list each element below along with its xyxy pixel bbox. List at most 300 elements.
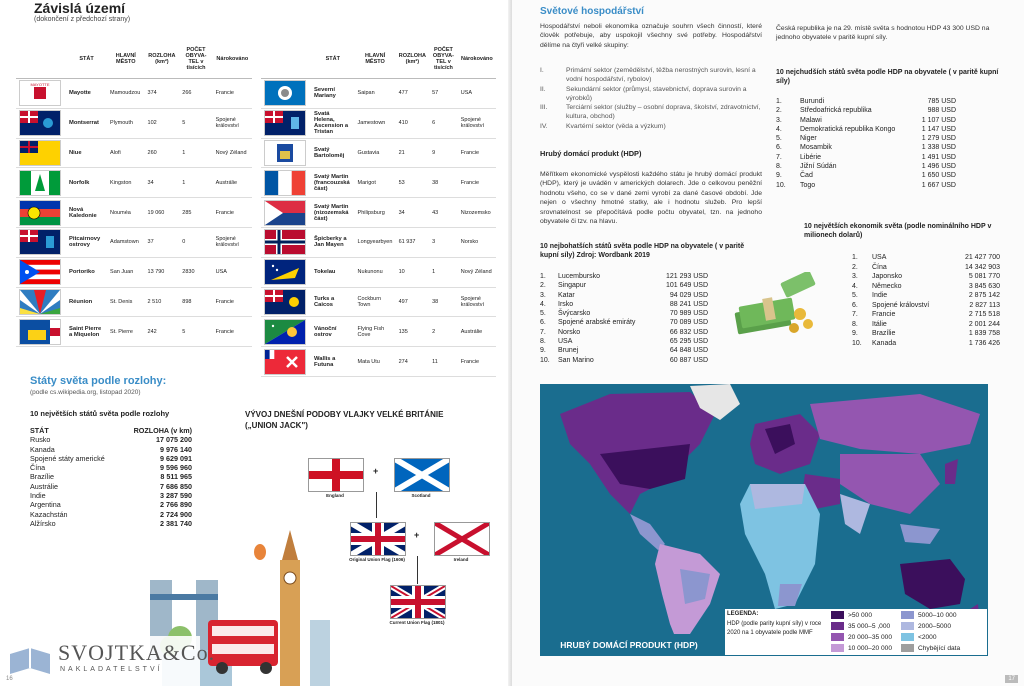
rank-number: 7.: [540, 328, 546, 336]
rank-number: 10.: [540, 356, 550, 364]
area-value: 8 511 965: [160, 472, 192, 482]
legend-swatch: [901, 644, 914, 652]
capital-cell: San Juan: [107, 257, 145, 287]
niue-flag-icon: [19, 140, 61, 166]
table-row: [16, 198, 252, 228]
union-jack-title-line1: VÝVOJ DNEŠNÍ PODOBY VLAJKY VELKÉ BRITÁNIE: [245, 410, 444, 419]
legend-label: 2000–5000: [918, 622, 952, 630]
saint-barthelemy-flag-icon: [264, 140, 306, 166]
capital-cell: Kingston: [107, 168, 145, 198]
area-cell: 242: [145, 317, 180, 347]
capital-cell: Mamoudzou: [107, 79, 145, 109]
rank-value: 14 342 903: [964, 263, 1000, 271]
arrow-down-icon: [376, 492, 377, 518]
area-state: Argentina: [30, 500, 61, 510]
rank-row: [540, 318, 708, 327]
largest-economies-title: 10 největších ekonomik světa (podle nominálního HDP v milionech dolarů): [804, 223, 992, 239]
table-row: [16, 108, 252, 138]
legend-swatch: [831, 644, 844, 652]
sector-number: II.: [540, 85, 546, 93]
table-row: [261, 257, 496, 287]
table-row: [16, 138, 252, 168]
plus-sign: +: [414, 530, 420, 540]
state-cell: Saint Pierre a Miquelon: [66, 317, 107, 347]
rank-number: 3.: [852, 273, 858, 280]
rank-row: [852, 272, 1000, 282]
legend-label: 20 000–35 000: [848, 633, 893, 641]
rank-state: Malawi: [800, 116, 822, 124]
state-cell: Severní Mariany: [311, 79, 355, 109]
rank-row: [852, 253, 1000, 263]
col-pop: POČET OBYVA-TEL v tisících: [179, 40, 212, 79]
rank-number: 6.: [852, 301, 858, 309]
col-state: STÁT: [311, 40, 355, 79]
ireland-caption: Ireland: [453, 557, 469, 562]
area-cell: 53: [396, 168, 429, 198]
dependencies-table-1: [16, 40, 252, 347]
table-row: [261, 198, 496, 228]
flag-cell: [261, 138, 311, 168]
population-cell: 3: [429, 227, 458, 257]
col-area: ROZLOHA (km²): [145, 40, 180, 79]
state-cell: Nová Kaledonie: [66, 198, 107, 228]
capital-cell: Adamstown: [107, 227, 145, 257]
population-cell: 5: [179, 108, 212, 138]
table-row: [261, 317, 496, 347]
union-jack-title-line2: („UNION JACK"): [245, 421, 308, 430]
flag-cell: [261, 227, 311, 257]
current-union-flag-icon: [390, 585, 446, 619]
rank-state: Singapur: [558, 282, 587, 290]
claim-cell: Francie: [458, 347, 496, 377]
christmas-island-flag-icon: [264, 319, 306, 345]
flag-cell: [261, 317, 311, 347]
rank-row: [540, 346, 708, 355]
wallis-futuna-flag-icon: [264, 349, 306, 375]
puerto-rico-flag-icon: [19, 259, 61, 285]
rank-value: 2 875 142: [968, 292, 1000, 299]
rank-value: 94 029 USD: [669, 291, 708, 299]
legend-title: LEGENDA:: [727, 611, 759, 617]
area-row: [30, 510, 192, 519]
capital-cell: Alofi: [107, 138, 145, 168]
legend-label: 35 000–5 ,000: [848, 622, 891, 630]
publisher-logo: [0, 636, 216, 686]
current-caption: Current Union Flag (1801): [389, 620, 445, 625]
hdp-title: Hrubý domácí produkt (HDP): [540, 149, 642, 158]
rank-value: 3 845 630: [968, 282, 1000, 290]
legend-item: [831, 622, 890, 630]
rank-number: 8.: [852, 320, 858, 328]
reunion-flag-icon: [19, 289, 61, 315]
legend-swatch: [831, 633, 844, 641]
rank-row: [776, 134, 956, 143]
rank-state: Spojené arabské emiráty: [558, 319, 636, 327]
rank-number: 4.: [540, 300, 546, 308]
population-cell: 57: [429, 79, 458, 109]
rank-number: 5.: [776, 135, 782, 143]
flag-cell: [261, 287, 311, 317]
rank-row: [776, 143, 956, 152]
rank-state: Jižní Súdán: [800, 163, 837, 171]
rank-state: Spojené království: [872, 301, 930, 309]
state-cell: Svatý Bartoloměj: [311, 138, 355, 168]
table-row: [16, 227, 252, 257]
dependencies-table-2: [261, 40, 496, 377]
area-row: [30, 482, 192, 491]
capital-cell: Philipsburg: [355, 198, 396, 228]
rank-value: 1 839 758: [968, 330, 1000, 337]
northern-mariana-flag-icon: [264, 80, 306, 106]
area-state: Kanada: [30, 444, 55, 454]
legend-swatch: [831, 611, 844, 619]
state-cell: Turks a Caicos: [311, 287, 355, 317]
capital-cell: Marigot: [355, 168, 396, 198]
rank-row: [540, 300, 708, 309]
page-number-left: 16: [6, 676, 13, 682]
state-cell: Vánoční ostrov: [311, 317, 355, 347]
claim-cell: Francie: [458, 138, 496, 168]
rank-number: 1.: [852, 254, 858, 261]
scotland-caption: Scotland: [411, 493, 431, 498]
table-row: [261, 227, 496, 257]
claim-cell: Nový Zéland: [458, 257, 496, 287]
population-cell: 1: [179, 138, 212, 168]
area-state: Alžírsko: [30, 518, 56, 528]
svalbard-flag-icon: [264, 229, 306, 255]
flag-cell: [16, 227, 66, 257]
area-cell: 61 937: [396, 227, 429, 257]
area-value: 9 976 140: [160, 444, 192, 454]
area-table-title: 10 největších států světa podle rozlohy: [30, 409, 170, 418]
rank-row: [540, 328, 708, 337]
rank-value: 1 279 USD: [921, 135, 956, 143]
rank-row: [776, 162, 956, 171]
state-cell: Tokelau: [311, 257, 355, 287]
southeast-asia-shape: [900, 524, 940, 544]
col-capital: HLAVNÍ MĚSTO: [355, 40, 396, 79]
rank-row: [776, 106, 956, 115]
rank-number: 5.: [852, 292, 858, 299]
sector-number: I.: [540, 67, 544, 74]
rank-value: 65 295 USD: [669, 338, 708, 346]
rank-number: 9.: [540, 347, 546, 355]
area-col-state: STÁT: [30, 426, 49, 435]
rank-number: 2.: [776, 107, 782, 115]
rank-state: San Marino: [558, 356, 594, 364]
rank-number: 2.: [852, 263, 858, 271]
col-pop: POČET OBYVA-TEL v tisících: [429, 40, 458, 79]
capital-cell: Nouméa: [107, 198, 145, 228]
area-cell: 374: [145, 79, 180, 109]
rank-row: [540, 291, 708, 300]
rank-value: 1 338 USD: [921, 144, 956, 152]
rank-row: [540, 337, 708, 346]
page-number-right: 17: [1005, 675, 1018, 683]
rank-row: [776, 97, 956, 106]
england-flag-icon: [308, 458, 364, 492]
ireland-flag-icon: [434, 522, 490, 556]
rank-state: Brazílie: [872, 330, 896, 337]
sector-text: Terciární sektor (služby – osobní doprava, školství, zdravotnictví, kultura, obchod): [566, 104, 761, 121]
rank-state: Mosambik: [800, 144, 832, 152]
hdp-text: Měřítkem ekonomické vyspělosti každého státu je hrubý domácí produkt (HDP), který je uváděn v amerických dolarech. Jde o celkovou peněžní hodnotu všeho, co se v dané zemi vyrobí za dané časové období. Jde nejen o všechny hmotné statky, ale i hodnotu služeb. Pro lepší srovnatelnost se přepočítává podle počtu obyvatel, tzn. na jednoho obyvatele či tzv. na hlavu.: [540, 171, 762, 226]
money-illustration: [728, 272, 818, 342]
flag-cell: [16, 168, 66, 198]
rank-state: Japonsko: [872, 273, 902, 280]
state-cell: Špicberky a Jan Mayen: [311, 227, 355, 257]
capital-cell: Longyearbyen: [355, 227, 396, 257]
area-value: 9 596 960: [160, 463, 192, 473]
table-row: [16, 168, 252, 198]
largest-economies-table: [852, 253, 1000, 348]
rank-row: [540, 281, 708, 290]
rank-state: Katar: [558, 291, 575, 299]
legend-swatch: [831, 622, 844, 630]
rank-state: Burundi: [800, 98, 825, 105]
area-cell: 19 060: [145, 198, 180, 228]
map-caption: HRUBÝ DOMÁCÍ PRODUKT (HDP): [540, 634, 718, 656]
rank-state: Čad: [800, 172, 813, 180]
rank-number: 7.: [852, 311, 858, 318]
claim-cell: USA: [458, 79, 496, 109]
rank-number: 10.: [776, 181, 786, 189]
legend-label: <2000: [918, 633, 937, 641]
area-row: [30, 445, 192, 454]
rank-number: 6.: [776, 144, 782, 152]
claim-cell: Spojené království: [213, 108, 252, 138]
rank-state: Francie: [872, 311, 896, 318]
central-america-shape: [630, 514, 665, 550]
legend-item: [901, 644, 960, 652]
flag-cell: [16, 108, 66, 138]
turks-caicos-flag-icon: [264, 289, 306, 315]
sector-item: [540, 85, 762, 104]
rank-row: [852, 263, 1000, 273]
legend-swatch: [901, 622, 914, 630]
capital-cell: Plymouth: [107, 108, 145, 138]
saint-martin-flag-icon: [264, 170, 306, 196]
state-cell: Norfolk: [66, 168, 107, 198]
rank-row: [852, 339, 1000, 349]
population-cell: 0: [179, 227, 212, 257]
area-row: [30, 472, 192, 481]
sector-item: [540, 122, 762, 131]
capital-cell: Jamestown: [355, 108, 396, 138]
area-state: Čína: [30, 463, 46, 473]
table-row: [16, 287, 252, 317]
rank-state: Středoafrická republika: [800, 107, 872, 115]
capital-cell: St. Pierre: [107, 317, 145, 347]
rank-number: 6.: [540, 319, 546, 327]
claim-cell: Francie: [213, 79, 252, 109]
claim-cell: Francie: [213, 198, 252, 228]
area-cell: 410: [396, 108, 429, 138]
rank-row: [776, 181, 956, 190]
flag-cell: [261, 347, 311, 377]
rank-value: 1 496 USD: [921, 163, 956, 171]
flag-cell: [16, 138, 66, 168]
population-cell: 9: [429, 138, 458, 168]
rank-row: [776, 125, 956, 134]
area-state: Rusko: [30, 435, 51, 445]
population-cell: 1: [179, 168, 212, 198]
rank-value: 1 667 USD: [921, 181, 956, 189]
area-state: Indie: [30, 491, 46, 501]
area-header-row: [30, 426, 192, 435]
flag-col: [261, 40, 311, 79]
legend-label: 10 000–20 000: [848, 644, 893, 652]
sector-text: Sekundární sektor (průmysl, stavebnictví, doprava surovin a výrobků): [566, 85, 747, 102]
original-caption: Original Union Flag (1606): [349, 557, 405, 562]
rank-state: Lucembursko: [558, 273, 601, 280]
rank-value: 70 089 USD: [669, 319, 708, 327]
claim-cell: Francie: [458, 168, 496, 198]
rank-row: [852, 310, 1000, 320]
table-row: [261, 79, 496, 109]
area-value: 7 686 850: [160, 481, 192, 491]
flag-cell: [16, 79, 66, 109]
capital-cell: Gustavia: [355, 138, 396, 168]
sector-number: IV.: [540, 122, 548, 130]
area-table: [30, 426, 192, 528]
rank-state: Švýcarsko: [558, 310, 591, 318]
legend-item: [901, 611, 957, 619]
area-cell: 34: [396, 198, 429, 228]
flag-cell: [16, 257, 66, 287]
area-row: [30, 435, 192, 444]
norfolk-flag-icon: [19, 170, 61, 196]
population-cell: 38: [429, 287, 458, 317]
economy-intro: Hospodářství neboli ekonomika označuje souhrn všech činností, které člověk potřebuje, aby uspokojil všechny své potřeby. Hospodářství dělíme na čtyři velké skupiny:: [540, 23, 762, 49]
claim-cell: USA: [213, 257, 252, 287]
rank-number: 8.: [540, 338, 546, 346]
state-cell: Svatý Martin (francouzská část): [311, 168, 355, 198]
table-row: [261, 138, 496, 168]
legend-item: [831, 633, 892, 641]
area-state: Spojené státy americké: [30, 453, 105, 463]
original-union-flag-icon: [350, 522, 406, 556]
area-cell: 135: [396, 317, 429, 347]
col-capital: HLAVNÍ MĚSTO: [107, 40, 145, 79]
rank-state: Demokratická republika Kongo: [800, 125, 896, 133]
rank-state: USA: [558, 338, 573, 346]
capital-cell: Flying Fish Cove: [355, 317, 396, 347]
area-section-title: Státy světa podle rozlohy:: [30, 375, 167, 387]
population-cell: 6: [429, 108, 458, 138]
publisher-sub: NAKLADATELSTVÍ: [60, 666, 163, 673]
population-cell: 38: [429, 168, 458, 198]
rank-value: 70 989 USD: [669, 310, 708, 318]
rank-number: 9.: [776, 172, 782, 180]
rank-state: Itálie: [872, 320, 887, 328]
area-value: 2 724 900: [160, 509, 192, 519]
flag-cell: [261, 79, 311, 109]
rank-value: 1 650 USD: [921, 172, 956, 180]
area-value: 17 075 200: [156, 435, 192, 445]
rank-number: 5.: [540, 310, 546, 318]
rank-value: 2 001 244: [968, 320, 1000, 328]
rank-number: 4.: [776, 125, 782, 133]
sector-number: III.: [540, 104, 548, 112]
rank-state: Kanada: [872, 339, 897, 347]
population-cell: 285: [179, 198, 212, 228]
rank-value: 1 147 USD: [921, 125, 956, 133]
rank-value: 988 USD: [927, 107, 956, 115]
legend-label: 5000–10 000: [918, 611, 957, 619]
pitcairn-flag-icon: [19, 229, 61, 255]
flag-cell: [261, 257, 311, 287]
poorest-table: [776, 97, 956, 190]
rank-row: [852, 291, 1000, 301]
rank-number: 3.: [540, 291, 546, 299]
sector-item: [540, 66, 762, 85]
claim-cell: Spojené království: [213, 227, 252, 257]
area-row: [30, 454, 192, 463]
rank-value: 121 293 USD: [665, 273, 708, 280]
rank-state: Irsko: [558, 300, 574, 308]
state-cell: Svatá Helena, Ascension a Tristan: [311, 108, 355, 138]
australia-shape: [900, 559, 965, 609]
population-cell: 266: [179, 79, 212, 109]
rank-state: Indie: [872, 292, 888, 299]
claim-cell: Nizozemsko: [458, 198, 496, 228]
claim-cell: Nový Zéland: [213, 138, 252, 168]
claim-cell: Francie: [213, 287, 252, 317]
tokelau-flag-icon: [264, 259, 306, 285]
rank-row: [852, 320, 1000, 330]
svg-text:MAYOTTE: MAYOTTE: [30, 82, 50, 88]
legend-item: [901, 633, 937, 641]
flag-cell: [261, 168, 311, 198]
rank-value: 88 241 USD: [669, 300, 708, 308]
rank-number: 2.: [540, 282, 546, 290]
sector-text: Kvartérní sektor (věda a výzkum): [566, 122, 666, 130]
area-state: Austrálie: [30, 481, 58, 491]
economy-title: Světové hospodářství: [540, 6, 644, 17]
japan-shape: [945, 459, 958, 484]
area-value: 3 287 590: [160, 491, 192, 501]
claim-cell: Norsko: [458, 227, 496, 257]
area-source: (podle cs.wikipedia.org, listopad 2020): [30, 389, 141, 396]
capital-cell: Mata Utu: [355, 347, 396, 377]
claim-cell: Austrálie: [213, 168, 252, 198]
claim-cell: Spojené království: [458, 108, 496, 138]
state-cell: Pitcairnovy ostrovy: [66, 227, 107, 257]
area-cell: 34: [145, 168, 180, 198]
rank-state: Togo: [800, 181, 816, 189]
area-cell: 13 790: [145, 257, 180, 287]
rank-value: 1 107 USD: [921, 116, 956, 124]
scotland-flag-icon: [394, 458, 450, 492]
rank-number: 9.: [852, 330, 858, 337]
rank-row: [852, 282, 1000, 292]
area-cell: 274: [396, 347, 429, 377]
england-caption: England: [326, 493, 344, 498]
rank-number: 3.: [776, 116, 782, 124]
area-cell: 10: [396, 257, 429, 287]
area-row: [30, 491, 192, 500]
flag-col: [16, 40, 66, 79]
state-cell: Svatý Martin (nizozemská část): [311, 198, 355, 228]
rank-value: 1 736 426: [968, 339, 1000, 347]
rank-value: 60 887 USD: [669, 356, 708, 364]
rank-value: 64 848 USD: [669, 347, 708, 355]
flag-cell: [261, 198, 311, 228]
legend-swatch: [901, 633, 914, 641]
new-caledonia-flag-icon: [19, 200, 61, 226]
col-claim: Nárokováno: [458, 40, 496, 79]
